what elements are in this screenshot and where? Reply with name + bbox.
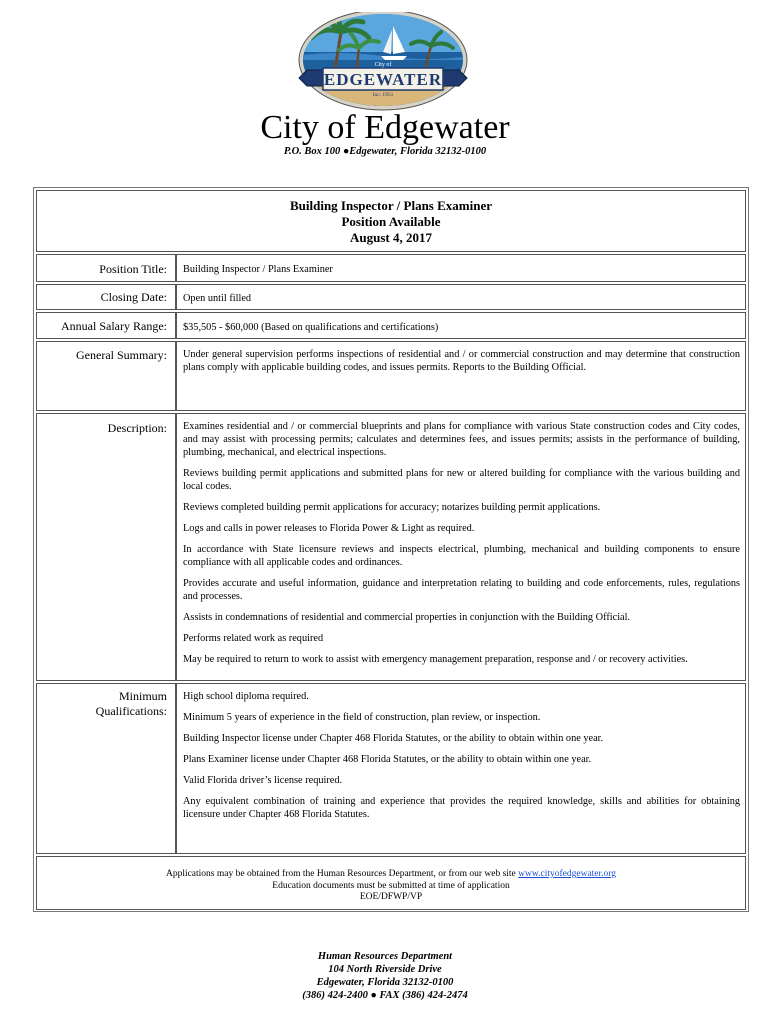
website-link[interactable]: www.cityofedgewater.org xyxy=(518,869,617,879)
qualifications-list xyxy=(176,683,746,854)
po-box: P.O. Box 100 xyxy=(283,146,341,157)
description-item: Assists in condemnations of residential and commercial properties in conjunction with the Building Official. xyxy=(183,612,631,623)
posting-header xyxy=(36,190,746,252)
description-item: Provides accurate and useful information, guidance and interpretation relating to building and code enforcements, rules, regulations and processes. xyxy=(183,578,740,602)
posting-subheading: Position Available xyxy=(341,214,441,229)
city-address xyxy=(0,146,770,157)
qualification-item: Building Inspector license under Chapter 468 Florida Statutes, or the ability to obtain within one year. xyxy=(183,733,604,744)
hr-fax: FAX (386) 424-2474 xyxy=(379,990,468,1001)
hr-contact xyxy=(0,950,770,1002)
position-title-label: Position Title: xyxy=(36,254,176,282)
posting-heading: Building Inspector / Plans Examiner xyxy=(289,198,492,213)
eoe-note: EOE/DFWP/VP xyxy=(359,892,423,902)
education-note: Education documents must be submitted at time of application xyxy=(272,880,510,891)
qualification-item: Any equivalent combination of training and experience that provides the required knowledge, skills and abilities for obtaining licensure under Chapter 468 Florida Statutes. xyxy=(183,796,740,820)
description-label: Description: xyxy=(36,413,176,681)
summary-text: Under general supervision performs inspections of residential and / or commercial construction and may determine that construction plans comply with applicable building codes, and issues permits. Reports to the Building Official. xyxy=(183,349,740,373)
description-item: Reviews completed building permit applications for accuracy; notarizes building permit applications. xyxy=(183,502,601,513)
hr-phone: (386) 424-2400 xyxy=(302,990,368,1001)
description-item: In accordance with State licensure reviews and inspects electrical, plumbing, mechanical and building components to ensure compliance with all applicable codes and ordinances. xyxy=(183,544,740,568)
description-item: Logs and calls in power releases to Florida Power & Light as required. xyxy=(183,523,475,534)
bullet-separator: ● xyxy=(342,146,350,157)
position-title-value: Building Inspector / Plans Examiner xyxy=(176,254,746,282)
qualifications-label-line2: Qualifications: xyxy=(95,704,167,718)
hr-street: 104 North Riverside Drive xyxy=(328,964,442,975)
application-text: Applications may be obtained from the Human Resources Department, or from our web site xyxy=(165,869,519,879)
city-title: City of Edgewater xyxy=(260,109,510,146)
description-item: May be required to return to work to assist with emergency management preparation, response and / or recovery activities. xyxy=(183,654,688,665)
summary-label: General Summary: xyxy=(36,341,176,411)
hr-city: Edgewater, Florida 32132-0100 xyxy=(316,977,454,988)
city-state-zip: Edgewater, Florida 32132-0100 xyxy=(349,146,487,157)
qualification-item: Minimum 5 years of experience in the field of construction, plan review, or inspection. xyxy=(183,712,541,723)
svg-text:Inc. 1951: Inc. 1951 xyxy=(372,92,394,98)
qualifications-label xyxy=(36,683,176,854)
posting-date: August 4, 2017 xyxy=(350,230,432,245)
summary-value xyxy=(176,341,746,411)
hr-phone-fax xyxy=(0,989,770,1002)
application-info xyxy=(36,856,746,910)
description-item: Performs related work as required xyxy=(183,633,324,644)
application-line xyxy=(37,869,745,881)
description-list xyxy=(176,413,746,681)
salary-value: $35,505 - $60,000 (Based on qualifications and certifications) xyxy=(176,312,746,339)
svg-text:EDGEWATER: EDGEWATER xyxy=(323,70,443,89)
qualifications-label-line1: Minimum xyxy=(118,689,167,703)
description-item: Reviews building permit applications and submitted plans for new or altered building for compliance with the various building and local codes. xyxy=(183,468,740,492)
closing-date-label: Closing Date: xyxy=(36,284,176,310)
qualification-item: High school diploma required. xyxy=(183,691,309,702)
qualification-item: Valid Florida driver’s license required. xyxy=(183,775,343,786)
description-item: Examines residential and / or commercial blueprints and plans for compliance with various State construction codes and City codes, and may assist with processing permits; calculates and determines fees, and issues permits; assists in the performance of building, plumbing, mechanical, and electrical inspections. xyxy=(183,421,740,458)
hr-department: Human Resources Department xyxy=(317,951,453,962)
salary-label: Annual Salary Range: xyxy=(36,312,176,339)
closing-date-value: Open until filled xyxy=(176,284,746,310)
city-seal-logo xyxy=(293,12,473,112)
qualification-item: Plans Examiner license under Chapter 468 Florida Statutes, or the ability to obtain within one year. xyxy=(183,754,592,765)
svg-text:City of: City of xyxy=(374,62,392,68)
bullet-separator: ● xyxy=(370,990,377,1001)
